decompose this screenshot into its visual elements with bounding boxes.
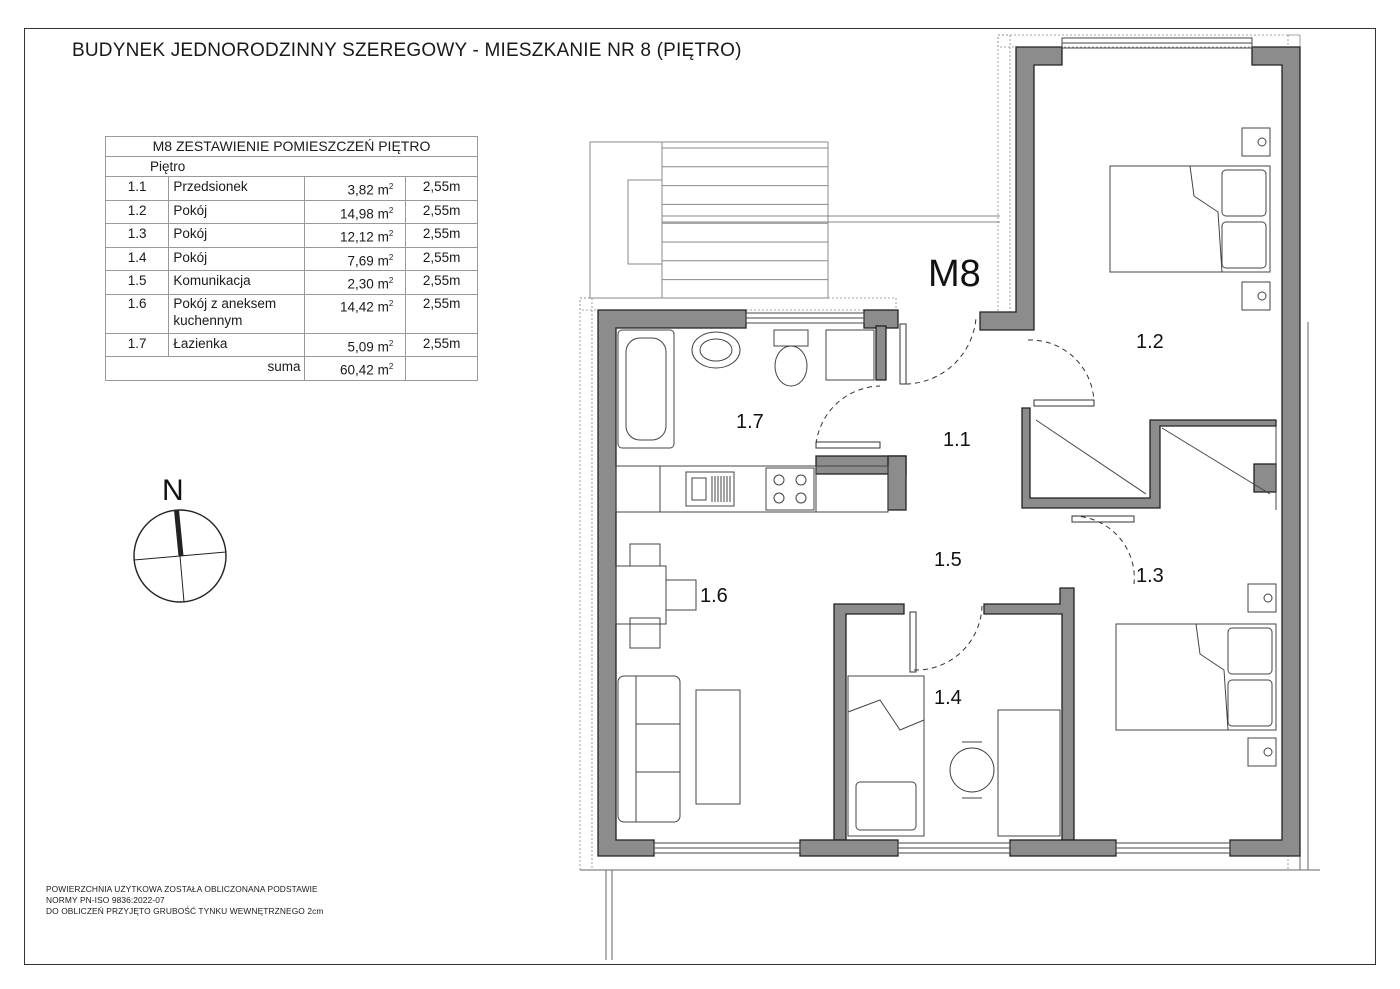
room-area: 5,09 $m^2$ <box>305 333 406 357</box>
terrace-outline <box>580 322 1320 960</box>
sink-bowl <box>692 478 706 500</box>
room-height: 2,55m <box>406 177 478 201</box>
pillow <box>1222 222 1266 268</box>
door-leaf <box>1034 400 1094 406</box>
sum-area: 60,42 $m^2$ <box>305 357 406 381</box>
room-label-1-1: 1.1 <box>943 429 971 451</box>
door-swing <box>816 386 880 444</box>
room-number: 1.7 <box>106 333 169 357</box>
pillow <box>1222 170 1266 216</box>
room-area: 14,98 $m^2$ <box>305 200 406 224</box>
wall-room14-west <box>834 604 904 840</box>
room-label-1-7: 1.7 <box>736 411 764 433</box>
wall-north-left <box>980 47 1062 330</box>
sum-label: suma <box>106 357 305 381</box>
office-chair <box>950 748 994 792</box>
room-number: 1.2 <box>106 200 169 224</box>
bedroom-furniture <box>1110 128 1270 310</box>
door-leaf <box>900 324 906 384</box>
room-label-1-5: 1.5 <box>934 549 962 571</box>
room-number: 1.1 <box>106 177 169 201</box>
door-leaf <box>816 442 880 448</box>
sofa <box>618 676 680 822</box>
room-label-1-2: 1.2 <box>1136 331 1164 353</box>
chair <box>630 544 660 566</box>
room-height: 2,55m <box>406 294 478 333</box>
coffee-table <box>696 690 740 804</box>
room-height: 2,55m <box>406 200 478 224</box>
room-number: 1.5 <box>106 271 169 295</box>
room-number: 1.6 <box>106 294 169 333</box>
wall-east <box>1230 47 1300 856</box>
drawing-title: BUDYNEK JEDNORODZINNY SZEREGOWY - MIESZKANIE NR 8 (PIĘTRO) <box>72 40 742 61</box>
wall-south-1 <box>800 840 898 856</box>
sink-basin <box>700 339 732 361</box>
room-label-1-3: 1.3 <box>1136 565 1164 587</box>
door-leaf <box>910 612 916 672</box>
doors <box>816 318 1134 672</box>
room-name: Pokój <box>169 247 305 271</box>
room-area: 14,42 $m^2$ <box>305 294 406 333</box>
room-area: 7,69 $m^2$ <box>305 247 406 271</box>
room-area: 12,12 $m^2$ <box>305 224 406 248</box>
wall-west <box>598 310 746 856</box>
room-name: Pokój <box>169 200 305 224</box>
desk <box>998 710 1060 836</box>
chair <box>630 618 660 648</box>
washing-machine <box>826 330 874 380</box>
wall-kitchen-return <box>888 456 906 510</box>
chair <box>666 580 696 610</box>
room-name: Łazienka <box>169 333 305 357</box>
room-name: Komunikacja <box>169 271 305 295</box>
cooktop <box>766 468 814 510</box>
compass-north-label: N <box>162 474 184 507</box>
wall-chimney <box>1254 464 1276 492</box>
bathtub-basin <box>626 338 666 440</box>
door-swing <box>1072 516 1134 584</box>
bedroom-furniture <box>1116 584 1276 766</box>
footnote-line: DO OBLICZEŃ PRZYJĘTO GRUBOŚĆ TYNKU WEWNĘTRZNEGO 2cm <box>46 906 324 916</box>
room-height: 2,55m <box>406 333 478 357</box>
room-number: 1.4 <box>106 247 169 271</box>
wall-south-2 <box>1010 840 1116 856</box>
room-height: 2,55m <box>406 271 478 295</box>
sink <box>692 332 740 368</box>
wall-closet <box>1022 408 1276 508</box>
room-area: 2,30 $m^2$ <box>305 271 406 295</box>
room-label-1-6: 1.6 <box>700 585 728 607</box>
table-header: M8 ZESTAWIENIE POMIESZCZEŃ PIĘTRO <box>106 137 478 157</box>
footnote <box>46 884 323 917</box>
room-area: 3,82 $m^2$ <box>305 177 406 201</box>
single-bed <box>848 676 924 836</box>
compass-icon <box>134 510 226 602</box>
dining-table <box>616 566 666 624</box>
walls <box>598 47 1300 856</box>
footnote-line: NORMY PN-ISO 9836:2022-07 <box>46 895 165 905</box>
door-swing <box>906 318 976 384</box>
room-name: Przedsionek <box>169 177 305 201</box>
pillow <box>1228 628 1272 674</box>
room-number: 1.3 <box>106 224 169 248</box>
wall-stub <box>864 310 898 328</box>
wall-bathroom-partition <box>876 326 886 380</box>
room-name: Pokój <box>169 224 305 248</box>
door-swing <box>914 606 982 670</box>
door-swing <box>1028 340 1094 404</box>
pillow <box>1228 680 1272 726</box>
room-height: 2,55m <box>406 247 478 271</box>
toilet-bowl <box>775 346 807 386</box>
pillow <box>856 782 916 830</box>
double-bed <box>1110 166 1270 272</box>
floor-label: Piętro <box>106 157 478 177</box>
footnote-line: POWIERZCHNIA UŻYTKOWA ZOSTAŁA OBLICZONANA PODSTAWIE <box>46 884 318 894</box>
unit-label: M8 <box>928 253 981 295</box>
room-name: Pokój z aneksem kuchennym <box>169 294 305 333</box>
room-height: 2,55m <box>406 224 478 248</box>
room-label-1-4: 1.4 <box>934 687 962 709</box>
toilet-tank <box>774 330 808 346</box>
double-bed <box>1116 624 1276 730</box>
exterior-insulation <box>580 35 1300 870</box>
